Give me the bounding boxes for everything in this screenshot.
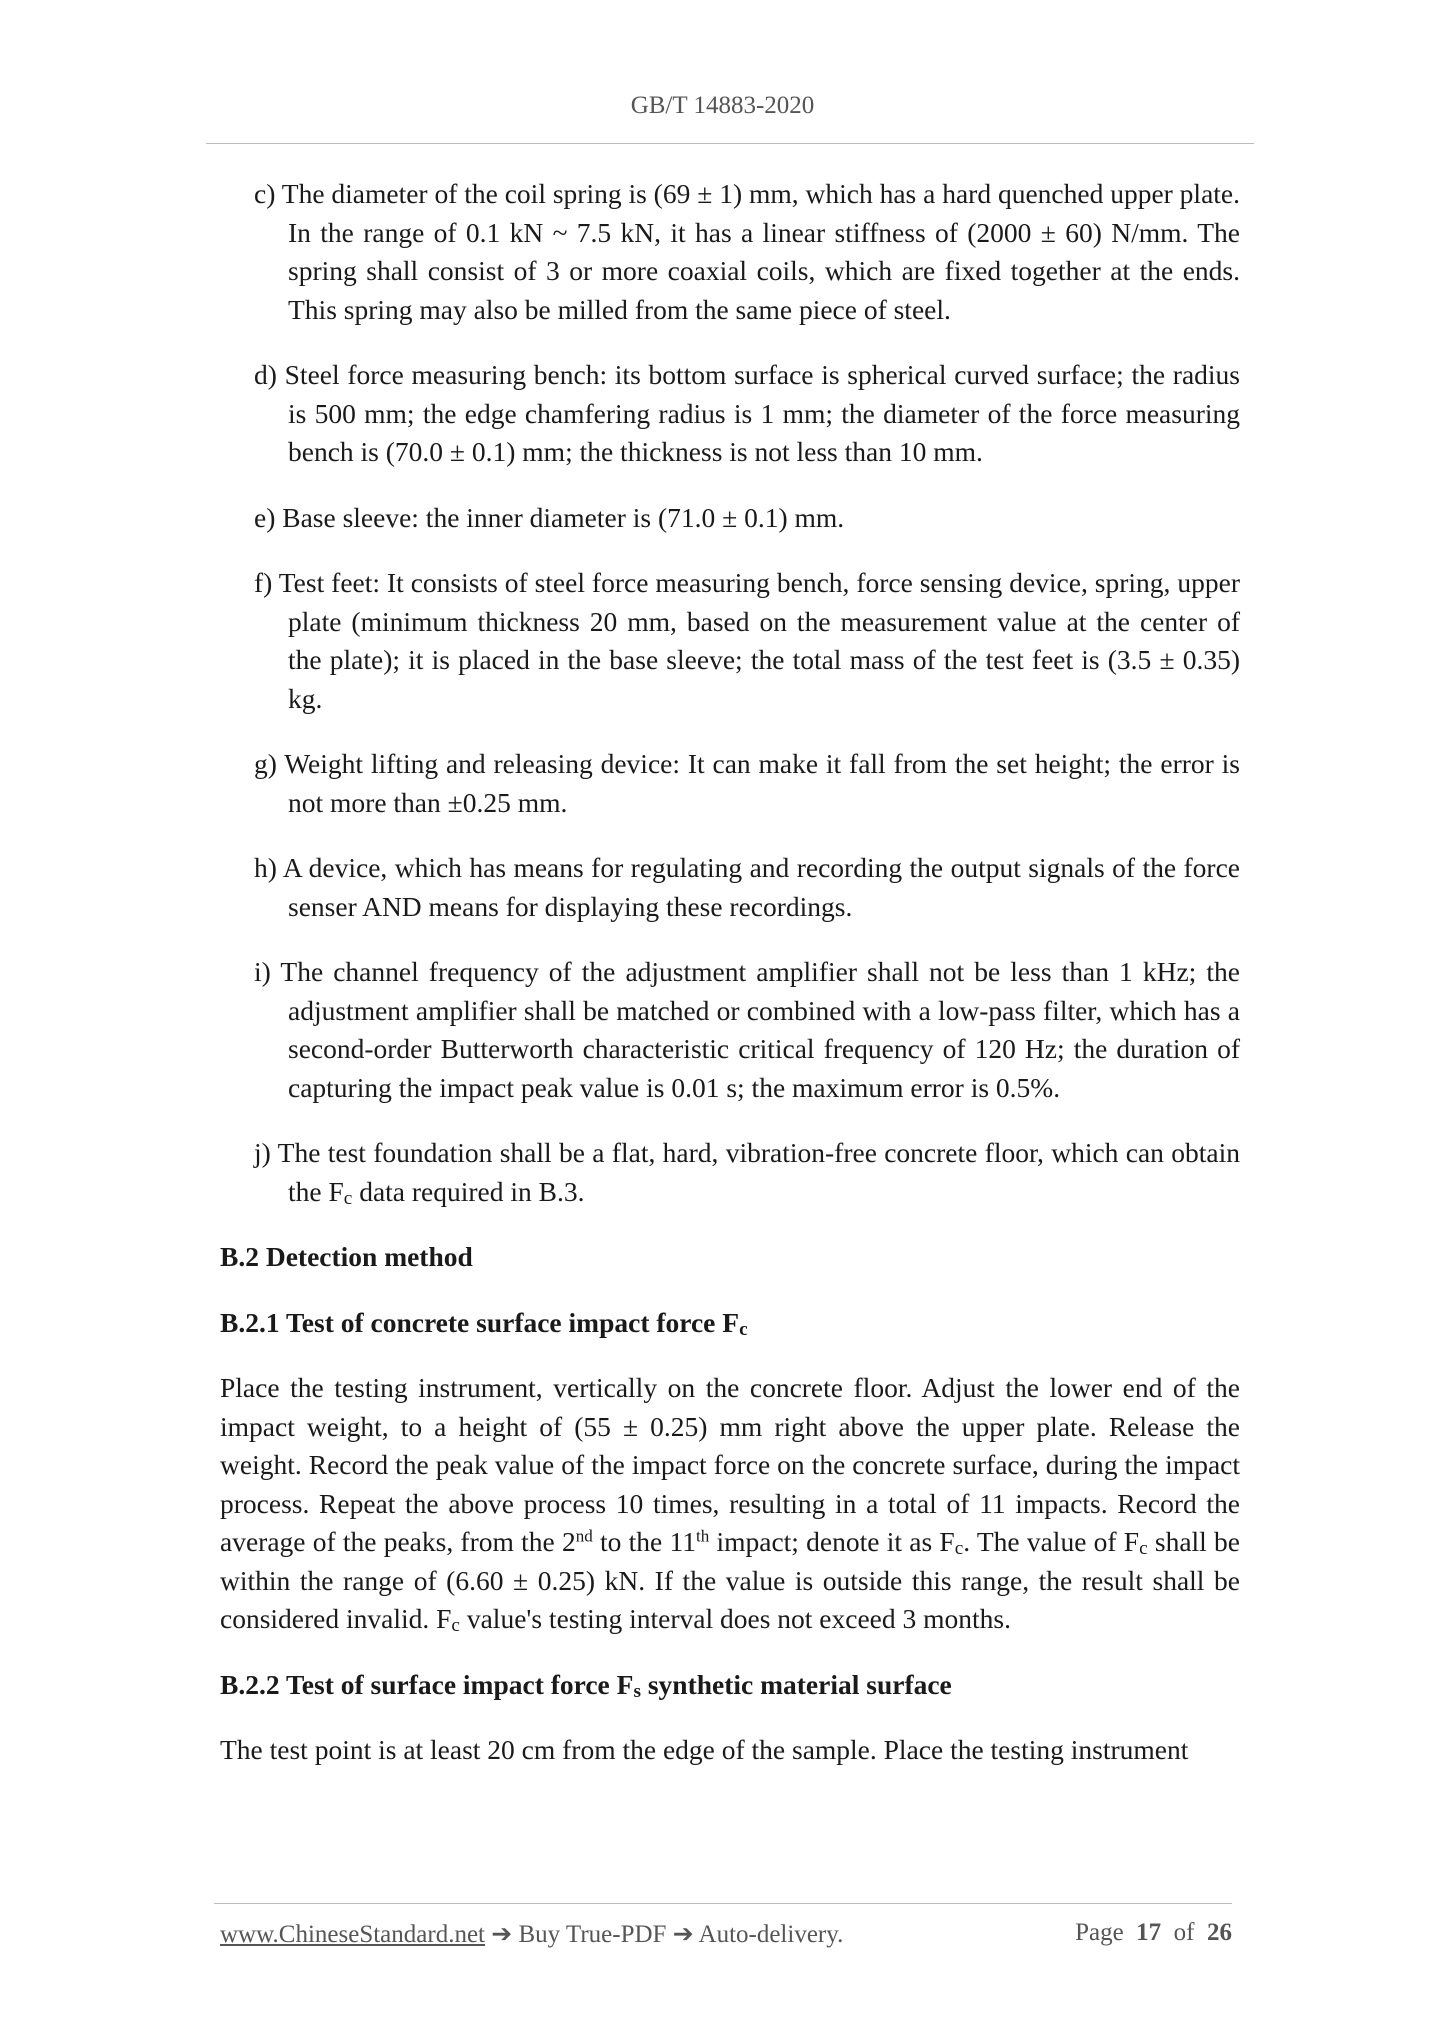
list-item-text: A device, which has means for regulating and recording the output signals of the force senser AND means for displaying these recordings. — [282, 852, 1240, 922]
equipment-list — [254, 175, 1240, 1211]
paragraph-text: impact; denote it as F — [709, 1526, 955, 1557]
heading-text-end: synthetic material surface — [640, 1668, 952, 1700]
paragraph-text: Place the testing instrument, vertically on the concrete floor. Adjust the lower end of the impact weight, to a height of (55 ± 0.25) mm right above the upper plate. Release the weight. Record the peak value of the impact force on the concrete surface, during the impact process. Repeat the above process 10 times, resulting in a total of 11 impacts. Record the average of the peaks, from the 2 — [220, 1372, 1240, 1557]
subscript: c — [954, 1537, 964, 1559]
list-item-f — [254, 564, 1240, 718]
list-item-i — [254, 953, 1240, 1107]
page-content — [220, 175, 1240, 1797]
buy-pdf-text: Buy True-PDF — [518, 1921, 667, 1948]
paragraph-b21 — [220, 1369, 1240, 1639]
superscript: nd — [575, 1526, 593, 1546]
arrow-right-icon: ➔ — [672, 1921, 694, 1948]
site-link[interactable]: www.ChineseStandard.net — [220, 1921, 485, 1948]
list-item-label: d) — [254, 359, 277, 390]
section-heading-b2: B.2 Detection method — [220, 1241, 473, 1272]
heading-text: B.2.2 Test of surface impact force F — [220, 1668, 634, 1700]
list-item-label: c) — [254, 178, 276, 209]
list-item-text: Steel force measuring bench: its bottom surface is spherical curved surface; the radius is 500 mm; the edge chamfering radius is 1 mm; the diameter of the force measuring bench is (70.0 ± 0.1) mm; the thickness is not less than 10 mm. — [284, 359, 1241, 467]
page-total: 26 — [1207, 1919, 1232, 1946]
page-current: 17 — [1136, 1919, 1162, 1946]
paragraph-b22: The test point is at least 20 cm from the edge of the sample. Place the testing instrument — [220, 1734, 1189, 1765]
list-item-text: Weight lifting and releasing device: It can make it fall from the set height; the error is not more than ±0.25 mm. — [284, 748, 1240, 818]
list-item-text: The diameter of the coil spring is (69 ± 1) mm, which has a hard quenched upper plate. In the range of 0.1 kN ~ 7.5 kN, it has a linear stiffness of (2000 ± 60) N/mm. The spring shall consist of 3 or more coaxial coils, which are fixed together at the ends. This spring may also be milled from the same piece of steel. — [281, 178, 1240, 325]
superscript: th — [695, 1526, 710, 1546]
subscript: c — [451, 1614, 460, 1636]
header-divider — [206, 143, 1254, 144]
list-item-label: g) — [254, 748, 277, 779]
list-item-text: Base sleeve: the inner diameter is (71.0 ± 0.1) mm. — [282, 501, 845, 533]
subscript: s — [633, 1680, 641, 1702]
paragraph-text: value's testing interval does not exceed 3 months. — [459, 1603, 1011, 1634]
list-item-d — [254, 356, 1240, 472]
section-heading-b22 — [220, 1666, 1240, 1705]
list-item-label: e) — [254, 501, 276, 533]
footer-divider — [214, 1903, 1232, 1904]
footer-promo — [220, 1919, 843, 1949]
paragraph-text: to the 11 — [592, 1526, 696, 1557]
page-word: Page — [1075, 1919, 1124, 1946]
list-item-label: f) — [254, 567, 273, 598]
auto-delivery-text: Auto-delivery. — [698, 1921, 844, 1948]
page-number — [1075, 1919, 1232, 1947]
list-item-e — [254, 499, 1240, 538]
page-header-doc-id: GB/T 14883-2020 — [630, 92, 815, 119]
page-footer — [220, 1919, 1232, 1949]
list-item-label: i) — [254, 956, 271, 987]
list-item-label: h) — [254, 852, 277, 883]
list-item-h — [254, 849, 1240, 926]
subscript: c — [343, 1187, 353, 1209]
paragraph-text: . The value of F — [963, 1526, 1140, 1557]
of-word: of — [1173, 1919, 1195, 1946]
list-item-text-end: data required in B.3. — [352, 1175, 585, 1207]
list-item-text: Test feet: It consists of steel force measuring bench, force sensing device, spring, upper plate (minimum thickness 20 mm, based on the measurement value at the center of the plate); it is placed in the base sleeve; the total mass of the test feet is (3.5 ± 0.35) kg. — [278, 567, 1240, 714]
paragraph-text: shall be within the range of (6.60 ± 0.25) kN. If the value is outside this range, the result shall be considered invalid. F — [220, 1526, 1241, 1634]
list-item-j — [254, 1134, 1240, 1211]
list-item-c — [254, 175, 1240, 329]
arrow-right-icon: ➔ — [491, 1921, 513, 1948]
heading-text: B.2.1 Test of concrete surface impact force F — [220, 1306, 740, 1338]
list-item-label: j) — [254, 1137, 271, 1168]
list-item-text: The test foundation shall be a flat, hard, vibration-free concrete floor, which can obtain the F — [277, 1137, 1240, 1207]
list-item-g — [254, 745, 1240, 822]
subscript: c — [739, 1318, 748, 1340]
list-item-text: The channel frequency of the adjustment amplifier shall not be less than 1 kHz; the adjustment amplifier shall be matched or combined with a low-pass filter, which has a second-order Butterworth characteristic critical frequency of 120 Hz; the duration of capturing the impact peak value is 0.01 s; the maximum error is 0.5%. — [280, 956, 1240, 1103]
section-heading-b21 — [220, 1304, 1240, 1343]
subscript: c — [1139, 1537, 1148, 1559]
